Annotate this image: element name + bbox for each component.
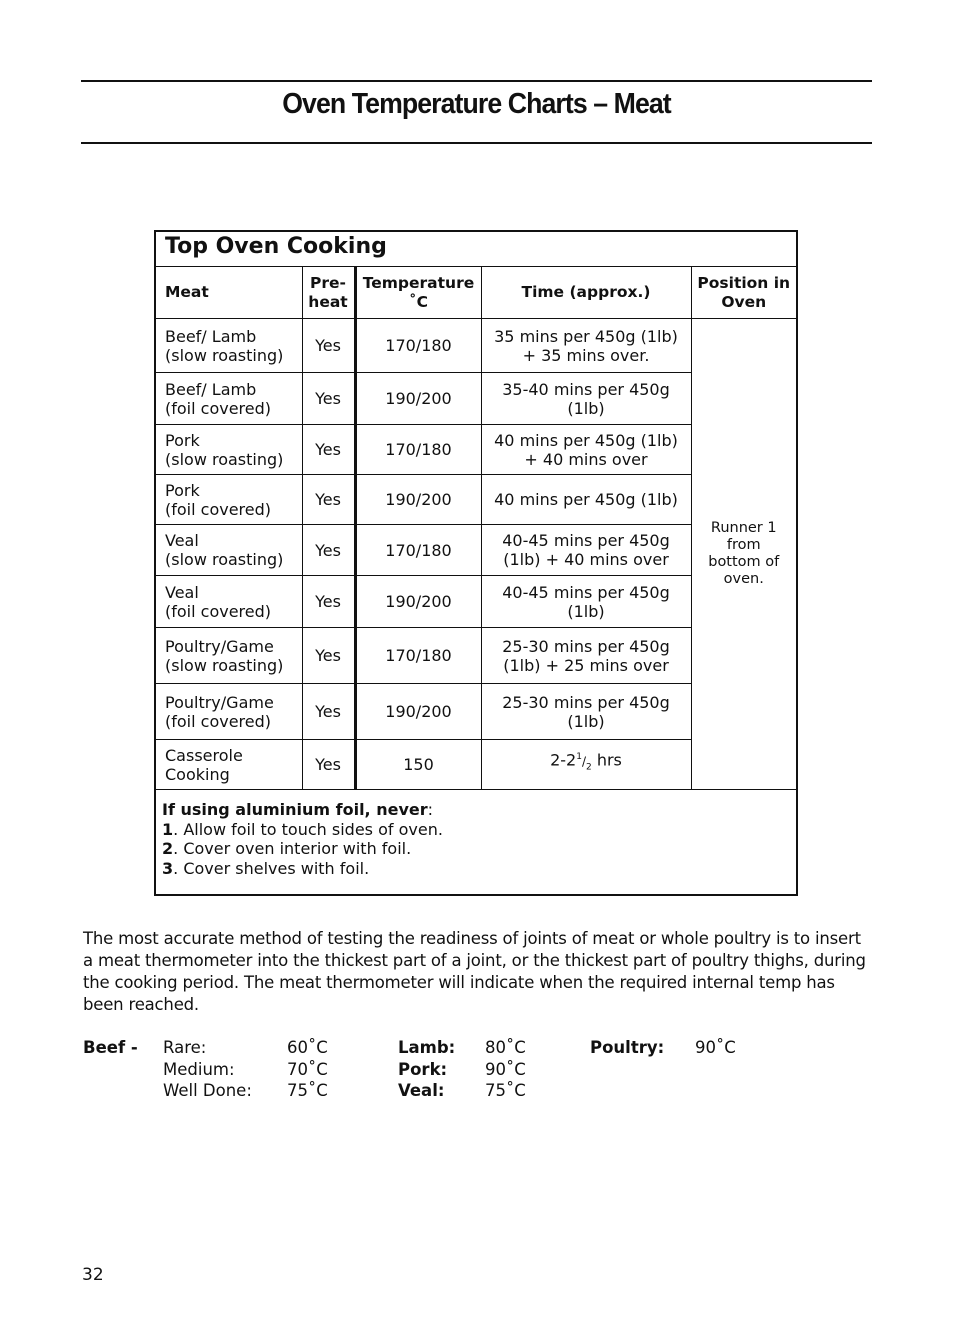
thermometer-paragraph: The most accurate method of testing the readiness of joints of meat or whole poultry is to insert a meat thermometer into the thickest part of a joint, or the thickest part of poultry thighs, during the cooking period. The meat thermometer will indicate when the required internal temp has been reached.	[83, 929, 866, 1014]
header-preheat-line-2: heat	[308, 292, 348, 311]
meat-method: (slow roasting)	[165, 345, 284, 365]
meat-method: (foil covered)	[165, 398, 272, 418]
page-number: 32	[82, 1265, 104, 1285]
position-line-2: from	[726, 537, 761, 553]
header-position-line-1: Position in	[697, 273, 791, 292]
preheat-cell: Yes	[302, 576, 355, 628]
header-time: Time (approx.)	[481, 267, 691, 319]
time-line-2: + 40 mins over	[524, 449, 648, 469]
item-number: 3	[162, 858, 174, 878]
time-cell	[481, 576, 691, 628]
time-line-2: (1lb) + 40 mins over	[503, 550, 669, 569]
meat-method: (slow roasting)	[165, 655, 284, 675]
header-temperature-line-2: ˚C	[408, 292, 429, 311]
time-line-1: 40-45 mins per 450g	[502, 531, 670, 550]
cooking-table	[156, 266, 796, 790]
preheat-cell: Yes	[302, 425, 355, 475]
temperature-cell: 170/180	[355, 525, 481, 576]
title-bottom-rule	[81, 142, 872, 144]
time-cell	[481, 628, 691, 684]
time-line-2: (1lb) + 25 mins over	[503, 655, 669, 675]
meat-type-values	[485, 1037, 526, 1102]
doneness-label: Medium:	[163, 1059, 235, 1079]
time-line-2: + 35 mins over.	[522, 345, 650, 365]
header-position	[691, 267, 796, 319]
meat-name: Beef/ Lamb	[165, 326, 257, 346]
list-item	[162, 820, 443, 840]
meat-cell	[156, 475, 302, 525]
meat-cell	[156, 576, 302, 628]
temperature-cell: 190/200	[355, 373, 481, 425]
meat-method: (foil covered)	[165, 499, 272, 519]
temperature-value: 90˚C	[485, 1059, 526, 1079]
preheat-cell: Yes	[302, 373, 355, 425]
meat-cell	[156, 373, 302, 425]
meat-cell	[156, 319, 302, 373]
meat-method: (slow roasting)	[165, 449, 284, 469]
table-row	[156, 319, 796, 373]
temperature-cell: 170/180	[355, 319, 481, 373]
item-text: . Cover shelves with foil.	[173, 858, 370, 878]
foil-warning-heading: If using aluminium foil, never	[162, 800, 428, 819]
time-line-1: 35 mins per 450g (1lb)	[494, 326, 678, 346]
temperature-cell: 190/200	[355, 576, 481, 628]
meat-cell	[156, 684, 302, 740]
time-cell	[481, 525, 691, 576]
temperature-cell: 190/200	[355, 475, 481, 525]
item-number: 1	[162, 819, 174, 839]
poultry-label: Poultry:	[590, 1038, 665, 1057]
item-text: . Allow foil to touch sides of oven.	[173, 819, 443, 839]
time-line-1: 25-30 mins per 450g	[502, 692, 670, 712]
fraction-slash: /	[581, 754, 587, 769]
item-text: . Cover oven interior with foil.	[173, 839, 412, 858]
foil-warning-heading-line: If using aluminium foil, never:	[162, 800, 434, 819]
fraction-denominator: 2	[586, 762, 592, 773]
time-cell	[481, 319, 691, 373]
preheat-cell: Yes	[302, 628, 355, 684]
temperature-value: 75˚C	[287, 1081, 328, 1100]
meat-method: (slow roasting)	[165, 550, 284, 569]
beef-doneness-values	[287, 1037, 328, 1102]
meat-name: Pork	[165, 430, 200, 450]
temperature-value: 60˚C	[287, 1038, 328, 1057]
time-line-2: (1lb)	[567, 711, 605, 731]
temperature-cell: 170/180	[355, 425, 481, 475]
meat-name: Casserole	[165, 745, 243, 765]
meat-method: Cooking	[165, 764, 230, 784]
meat-name: Pork	[165, 480, 200, 500]
time-cell	[481, 373, 691, 425]
meat-type-label: Lamb:	[398, 1038, 456, 1057]
temperature-value: 70˚C	[287, 1059, 328, 1079]
meat-name: Veal	[165, 531, 199, 550]
title-top-rule	[81, 80, 872, 82]
meat-type-label: Veal:	[398, 1081, 445, 1100]
header-preheat	[302, 267, 355, 319]
table-header-row	[156, 267, 796, 319]
time-unit: hrs	[591, 750, 622, 770]
time-line-2: (1lb)	[567, 601, 605, 621]
temperature-cell: 190/200	[355, 684, 481, 740]
temperature-value: 80˚C	[485, 1038, 526, 1057]
meat-cell	[156, 425, 302, 475]
fraction-numerator: 1	[576, 752, 582, 762]
item-number: 2	[162, 839, 174, 858]
header-temperature-line-1: Temperature	[362, 273, 475, 292]
meat-name: Poultry/Game	[165, 692, 274, 712]
beef-label: Beef -	[83, 1038, 138, 1057]
meat-method: (foil covered)	[165, 711, 272, 731]
meat-name: Beef/ Lamb	[165, 379, 257, 399]
foil-warning	[162, 800, 443, 878]
header-temperature	[355, 267, 481, 319]
meat-cell	[156, 628, 302, 684]
time-line-1: 40-45 mins per 450g	[502, 582, 670, 602]
time-value: 2-2	[550, 750, 577, 770]
header-position-line-2: Oven	[721, 292, 767, 311]
meat-name: Veal	[165, 582, 199, 602]
header-preheat-line-1: Pre-	[310, 273, 346, 292]
time-cell	[481, 740, 691, 790]
time-line-1: 40 mins per 450g (1lb)	[494, 430, 678, 450]
time-cell	[481, 425, 691, 475]
time-line-1: 25-30 mins per 450g	[502, 636, 670, 656]
meat-type-labels	[398, 1037, 455, 1102]
position-cell	[691, 319, 796, 790]
preheat-cell: Yes	[302, 475, 355, 525]
position-line-1: Runner 1	[710, 520, 777, 536]
time-cell	[481, 684, 691, 740]
list-item	[162, 839, 443, 859]
temperature-value: 75˚C	[485, 1081, 526, 1100]
position-line-4: oven.	[723, 571, 764, 587]
doneness-label: Rare:	[163, 1038, 207, 1057]
meat-name: Poultry/Game	[165, 636, 274, 656]
top-oven-cooking-box	[154, 230, 798, 896]
time-line-1: 35-40 mins per 450g	[502, 379, 670, 399]
preheat-cell: Yes	[302, 740, 355, 790]
poultry-value: 90˚C	[695, 1038, 736, 1057]
time-cell: 40 mins per 450g (1lb)	[481, 475, 691, 525]
box-heading: Top Oven Cooking	[165, 234, 387, 259]
preheat-cell: Yes	[302, 684, 355, 740]
doneness-label: Well Done:	[163, 1081, 252, 1100]
meat-type-label: Pork:	[398, 1059, 448, 1079]
meat-cell	[156, 740, 302, 790]
list-item	[162, 859, 443, 879]
position-line-3: bottom of	[708, 554, 780, 570]
header-meat: Meat	[156, 267, 302, 319]
preheat-cell: Yes	[302, 525, 355, 576]
temperature-cell: 170/180	[355, 628, 481, 684]
temperature-cell: 150	[355, 740, 481, 790]
meat-method: (foil covered)	[165, 601, 272, 621]
page-title: Oven Temperature Charts – Meat	[282, 88, 671, 120]
beef-doneness-labels	[163, 1037, 252, 1102]
preheat-cell: Yes	[302, 319, 355, 373]
meat-cell	[156, 525, 302, 576]
time-line-2: (1lb)	[567, 398, 605, 418]
